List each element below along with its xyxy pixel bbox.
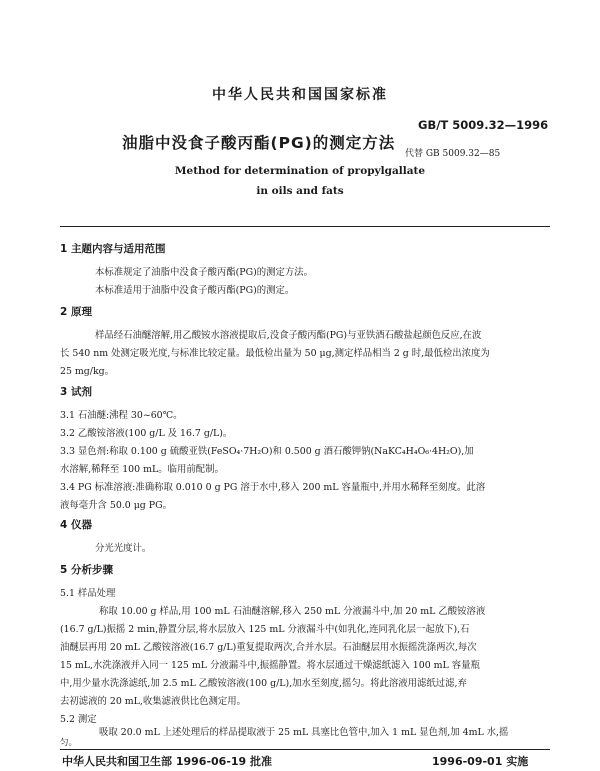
section-5-line: (16.7 g/L)振摇 2 min,静置分层,将水层放入 125 mL 分液漏斗中(如乳化,连同乳化层一起放下),石 [60,624,470,635]
section-5-heading: 5 分析步骤 [60,564,113,576]
section-3-line: 液每毫升含 50.0 μg PG。 [60,500,172,511]
section-5-line: 去初滤液的 20 mL,收集滤液供比色测定用。 [60,696,246,707]
header-divider [60,226,550,227]
section-2-line: 样品经石油醚溶解,用乙酸铵水溶液提取后,没食子酸丙酯(PG)与亚铁酒石酸盐起颜色反应,在波 [95,330,482,341]
section-2-heading: 2 原理 [60,306,92,318]
document-title: 油脂中没食子酸丙酯(PG)的测定方法 [122,134,396,152]
section-3-line: 水溶解,稀释至 100 mL。临用前配制。 [60,464,224,475]
section-5-subheading: 5.1 样品处理 [60,588,116,599]
replaces-standard: 代替 GB 5009.32—85 [405,149,501,159]
effective-date: 1996-09-01 实施 [432,755,529,768]
section-5-line: 油醚层再用 20 mL 乙酸铵溶液(16.7 g/L)重复提取两次,合并水层。石油醚层用水振摇洗涤两次,每次 [60,642,477,653]
section-5-subheading: 5.2 测定 [60,714,97,725]
section-5-line: 称取 10.00 g 样品,用 100 mL 石油醚溶解,移入 250 mL 分液漏斗中,加 20 mL 乙酸铵溶液 [99,606,486,617]
section-2-line: 长 540 nm 处测定吸光度,与标准比较定量。最低检出量为 50 μg,测定样品相当 2 g 时,最低检出浓度为 [60,348,490,359]
section-3-line: 3.1 石油醚:沸程 30~60℃。 [60,410,183,421]
section-5-line: 匀。 [60,738,78,748]
footer-divider [60,749,550,750]
standard-number: GB/T 5009.32—1996 [418,118,549,132]
section-3-heading: 3 试剂 [60,386,92,398]
section-5-line: 吸取 20.0 mL 上述处理后的样品提取液于 25 mL 具塞比色管中,加入 1 mL 显色剂,加 4mL 水,摇 [99,727,509,738]
section-4-heading: 4 仪器 [60,519,92,531]
standard-title: 中华人民共和国国家标准 [212,87,388,103]
section-3-line: 3.3 显色剂:称取 0.100 g 硫酸亚铁(FeSO₄·7H₂O)和 0.500 g 酒石酸钾钠(NaKC₄H₄O₆·4H₂O),加 [60,446,474,457]
issued-by: 中华人民共和国卫生部 1996-06-19 批准 [62,755,273,768]
english-title-line-1: Method for determination of propylgallate [174,165,426,177]
section-4-line: 分光光度计。 [95,543,152,554]
section-1-line: 本标准规定了油脂中没食子酸丙酯(PG)的测定方法。 [95,267,313,278]
section-1-heading: 1 主题内容与适用范围 [60,243,166,255]
section-1-line: 本标准适用于油脂中没食子酸丙酯(PG)的测定。 [95,285,295,296]
english-title-line-2: in oils and fats [256,185,344,197]
section-5-line: 中,用少量水洗涤滤纸,加 2.5 mL 乙酸铵溶液(100 g/L),加水至刻度,摇匀。将此溶液用滤纸过滤,弃 [60,678,467,689]
section-3-line: 3.4 PG 标准溶液:准确称取 0.010 0 g PG 溶于水中,移入 200 mL 容量瓶中,并用水稀释至刻度。此溶 [60,482,486,493]
section-2-line: 25 mg/kg。 [60,366,115,377]
section-3-line: 3.2 乙酸铵溶液(100 g/L 及 16.7 g/L)。 [60,428,233,439]
section-5-line: 15 mL,水洗涤液并入同一 125 mL 分液漏斗中,振摇静置。将水层通过干燥滤纸滤入 100 mL 容量瓶 [60,660,480,671]
